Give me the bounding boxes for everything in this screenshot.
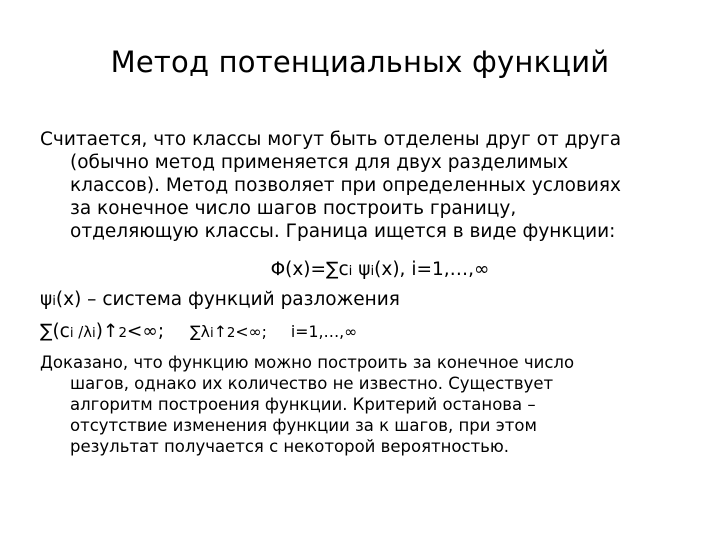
- formula-main-lhs: Φ(x)=∑c: [270, 259, 349, 280]
- formula-sum1-sub1: i: [69, 326, 74, 341]
- paragraph-conclusion-line-2: шагов, однако их количество не известно. Существует: [70, 374, 554, 393]
- formula-sum1-c: )↑: [95, 321, 119, 342]
- formula-index-range: i=1,…,∞: [290, 322, 358, 341]
- formula-convergence-conditions: [40, 320, 720, 345]
- formula-sum1-d: <∞;: [126, 321, 165, 342]
- formula-sum2-c: <∞;: [235, 322, 267, 341]
- formula-main-subscript-i: i: [348, 264, 353, 279]
- formula-sum2-b: ↑: [213, 322, 227, 341]
- slide-title: Метод потенциальных функций: [110, 45, 610, 79]
- paragraph-intro-line-5: отделяющую классы. Граница ищется в виде функции:: [70, 221, 616, 242]
- paragraph-conclusion-line-3: алгоритм построения функции. Критерий останова –: [70, 395, 536, 414]
- formula-main-rest: (x), i=1,…,∞: [374, 259, 490, 280]
- formula-main-psi: ψ: [352, 259, 371, 280]
- formula-psi-rest: (x) – система функций разложения: [55, 289, 400, 310]
- formula-sum1-sub2: i: [92, 326, 96, 341]
- formula-sum2-a: ∑λ: [190, 322, 210, 341]
- paragraph-intro-line-4: за конечное число шагов построить границу,: [70, 198, 517, 219]
- formula-sum1-sub3: 2: [118, 326, 127, 341]
- formula-potential-function: [0, 258, 720, 283]
- formula-psi-definition: [40, 288, 720, 313]
- formula-sum2-sub1: i: [209, 326, 214, 341]
- formula-sum2-sub2: 2: [226, 326, 236, 341]
- paragraph-intro-line-1: Считается, что классы могут быть отделены друг от друга: [40, 129, 622, 150]
- formula-psi-subscript-i: i: [52, 294, 56, 309]
- paragraph-conclusion-line-1: Доказано, что функцию можно построить за конечное число: [40, 353, 575, 372]
- paragraph-conclusion-line-5: результат получается с некоторой вероятностью.: [70, 437, 510, 456]
- formula-sum1-a: ∑(c: [40, 321, 70, 342]
- paragraph-intro-line-3: классов). Метод позволяет при определенных условиях: [70, 175, 622, 196]
- paragraph-conclusion: [40, 352, 690, 457]
- paragraph-intro: [40, 128, 690, 243]
- paragraph-intro-line-2: (обычно метод применяется для двух разделимых: [70, 152, 569, 173]
- formula-sum1-b: /λ: [73, 324, 93, 341]
- formula-main-psi-subscript-i: i: [370, 264, 375, 279]
- paragraph-conclusion-line-4: отсутствие изменения функции за к шагов, при этом: [70, 416, 537, 435]
- formula-psi-symbol: ψ: [40, 289, 53, 310]
